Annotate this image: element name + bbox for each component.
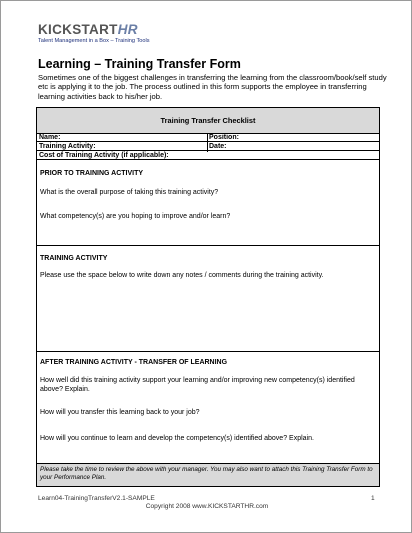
copyright-line: Copyright 2008 www.KICKSTARTHR.com bbox=[145, 503, 269, 510]
field-divider bbox=[207, 134, 208, 152]
cost-label: Cost of Training Activity (if applicable): bbox=[39, 152, 169, 159]
training-activity-label: Training Activity: bbox=[39, 143, 96, 150]
after-question-support: How well did this training activity support your learning and/or improving new competency(s) identified above? Explain. bbox=[40, 377, 355, 393]
form-footnote bbox=[37, 464, 379, 486]
logo-kickstart-text: KICKSTART bbox=[38, 22, 118, 37]
page-title: Learning – Training Transfer Form bbox=[38, 57, 241, 71]
prior-section bbox=[37, 161, 379, 246]
prior-question-purpose: What is the overall purpose of taking this training activity? bbox=[40, 189, 219, 196]
prior-question-competency: What competency(s) are you hoping to improve and/or learn? bbox=[40, 213, 231, 220]
training-activity-section bbox=[37, 246, 379, 352]
intro-paragraph: Sometimes one of the biggest challenges in transferring the learning from the classroom/book/self study etc is applying it to the job. The process outlined in this form supports the employee in transferring learning activities back to his/her job. bbox=[38, 73, 387, 101]
after-question-continue: How will you continue to learn and develop the competency(s) identified above? Explain. bbox=[40, 435, 314, 442]
training-activity-section-title: TRAINING ACTIVITY bbox=[40, 255, 108, 262]
cost-row bbox=[37, 152, 379, 160]
date-label: Date: bbox=[209, 143, 227, 150]
activity-date-row bbox=[37, 143, 379, 151]
training-transfer-form bbox=[36, 107, 380, 487]
page-number: 1 bbox=[371, 495, 375, 502]
name-label: Name: bbox=[39, 134, 61, 141]
checklist-header bbox=[37, 108, 379, 134]
footnote-text: Please take the time to review the above with your manager. You may also want to attach this Training Transfer Form to your Performance Plan. bbox=[40, 466, 373, 481]
logo-tagline: Talent Management in a Box – Training Tools bbox=[38, 38, 150, 44]
training-activity-notes-prompt: Please use the space below to write down any notes / comments during the training activity. bbox=[40, 272, 324, 279]
document-id: Learn04-TrainingTransferV2.1-SAMPLE bbox=[38, 495, 155, 502]
after-section-title: AFTER TRAINING ACTIVITY - TRANSFER OF LEARNING bbox=[40, 359, 228, 366]
after-question-transfer: How will you transfer this learning back to your job? bbox=[40, 409, 200, 416]
prior-section-title: PRIOR TO TRAINING ACTIVITY bbox=[40, 170, 144, 177]
position-label: Position: bbox=[209, 134, 239, 141]
checklist-title: Training Transfer Checklist bbox=[160, 116, 256, 125]
logo-hr-text: HR bbox=[117, 22, 138, 37]
name-position-row bbox=[37, 134, 379, 142]
after-section bbox=[37, 352, 379, 464]
kickstarthr-logo bbox=[38, 21, 138, 39]
